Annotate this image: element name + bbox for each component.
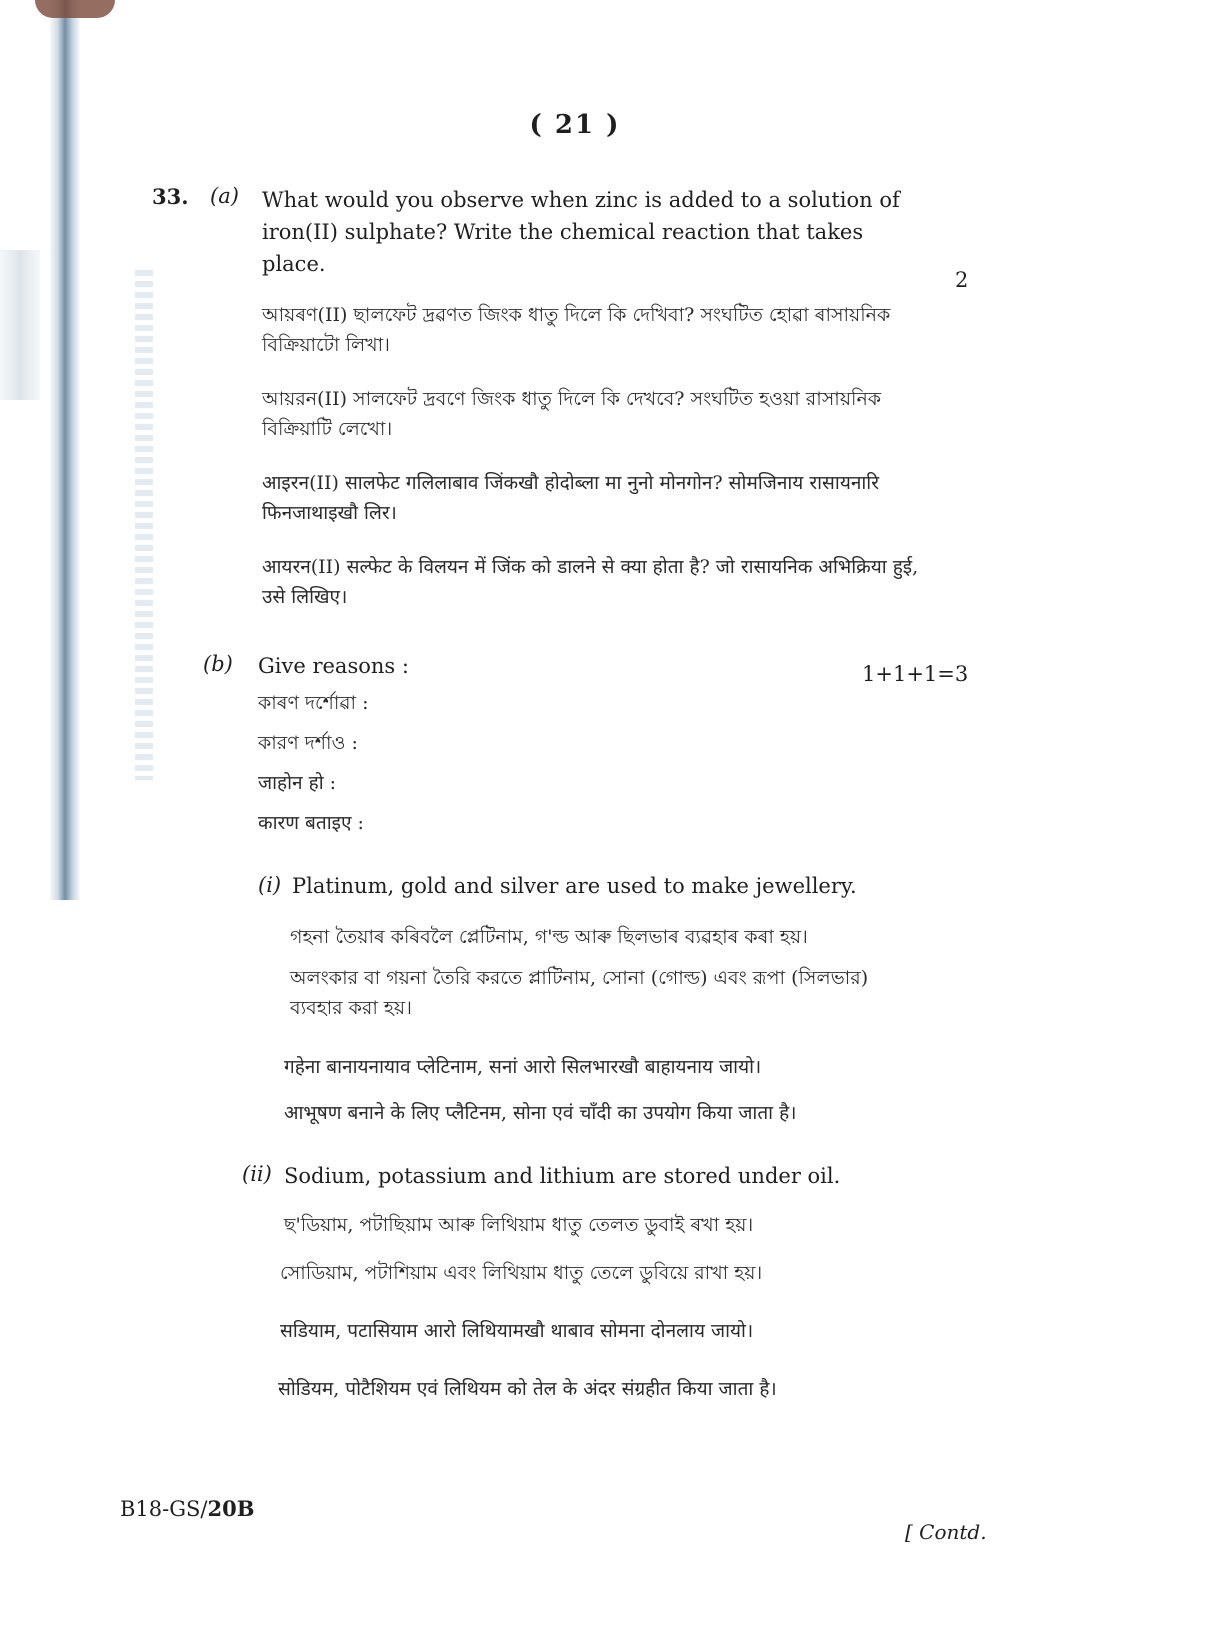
page-number: ( 21 ) xyxy=(529,110,621,140)
continued-note: [ Contd. xyxy=(905,1520,987,1544)
part-a-bengali: আয়রন(II) সালফেট দ্রবণে জিংক ধাতু দিলে কি দেখবে? সংঘটিত হওয়া রাসায়নিক বিক্রিয়াটি লেখো। xyxy=(262,388,882,440)
scan-smudge xyxy=(35,0,115,18)
paper-code-prefix: B18-GS/ xyxy=(120,1497,208,1521)
part-b-english: Give reasons : xyxy=(258,654,409,678)
part-b-label: (b) xyxy=(203,652,233,676)
item-ii-bodo: सडियाम, पटासियाम आरो लिथियामखौ थाबाव सोमना दोनलाय जायो। xyxy=(280,1320,754,1342)
item-ii-assamese: ছ'ডিয়াম, পটাছিয়াম আৰু লিথিয়াম ধাতু তেলত ডুবাই ৰখা হয়। xyxy=(284,1214,754,1236)
item-i-assamese: গহনা তৈয়াৰ কৰিবলৈ প্লেটিনাম, গ'ল্ড আৰু ছিলভাৰ ব্যৱহাৰ কৰা হয়। xyxy=(290,926,808,948)
paper-code-bold: 20B xyxy=(207,1496,255,1521)
item-ii-label: (ii) xyxy=(242,1162,272,1186)
paper-code xyxy=(120,1496,254,1521)
item-ii-bengali: সোডিয়াম, পটাশিয়াম এবং লিথিয়াম ধাতু তেলে ডুবিয়ে রাখা হয়। xyxy=(280,1262,763,1284)
scan-edge-shadow xyxy=(0,250,40,400)
part-b-bodo: जाहोन हो : xyxy=(258,772,337,794)
part-a-marks: 2 xyxy=(955,268,969,292)
part-b-marks: 1+1+1=3 xyxy=(862,662,969,686)
part-a-bodo: आइरन(II) सालफेट गलिलाबाव जिंकखौ होदोब्ला मा नुनो मोनगोन? सोमजिनाय रासायनारि फिनजाथाइखौ लिर। xyxy=(262,472,879,524)
scan-binding-shadow xyxy=(50,0,80,900)
scan-edge-noise xyxy=(135,270,153,780)
part-b-hindi: कारण बताइए : xyxy=(258,812,364,834)
part-a-english: What would you observe when zinc is added to a solution of iron(II) sulphate? Write the chemical reaction that takes place. xyxy=(262,188,900,276)
part-a-assamese: আয়ৰণ(II) ছালফেট দ্ৰৱণত জিংক ধাতু দিলে কি দেখিবা? সংঘটিত হোৱা ৰাসায়নিক বিক্ৰিয়াটো লিখা। xyxy=(262,304,891,356)
part-b-assamese: কাৰণ দৰ্শোৱা : xyxy=(258,692,369,714)
question-number: 33. xyxy=(152,184,189,209)
part-a-hindi: आयरन(II) सल्फेट के विलयन में जिंक को डालने से क्या होता है? जो रासायनिक अभिक्रिया हुई, उसे लिखिए। xyxy=(262,556,919,608)
item-i-bodo: गहेना बानायनायाव प्लेटिनाम, सनां आरो सिलभारखौ बाहायनाय जायो। xyxy=(284,1056,762,1078)
item-ii-english: Sodium, potassium and lithium are stored under oil. xyxy=(284,1164,841,1188)
item-i-hindi: आभूषण बनाने के लिए प्लैटिनम, सोना एवं चाँदी का उपयोग किया जाता है। xyxy=(284,1102,797,1124)
item-i-english: Platinum, gold and silver are used to make jewellery. xyxy=(292,874,857,898)
item-ii-hindi: सोडियम, पोटैशियम एवं लिथियम को तेल के अंदर संग्रहीत किया जाता है। xyxy=(278,1378,777,1400)
part-b-bengali: কারণ দর্শাও : xyxy=(258,732,358,754)
part-a-label: (a) xyxy=(210,184,239,208)
item-i-bengali: অলংকার বা গয়না তৈরি করতে প্লাটিনাম, সোনা (গোল্ড) এবং রূপা (সিলভার) ব্যবহার করা হয়। xyxy=(290,967,869,1019)
item-i-label: (i) xyxy=(258,873,282,897)
